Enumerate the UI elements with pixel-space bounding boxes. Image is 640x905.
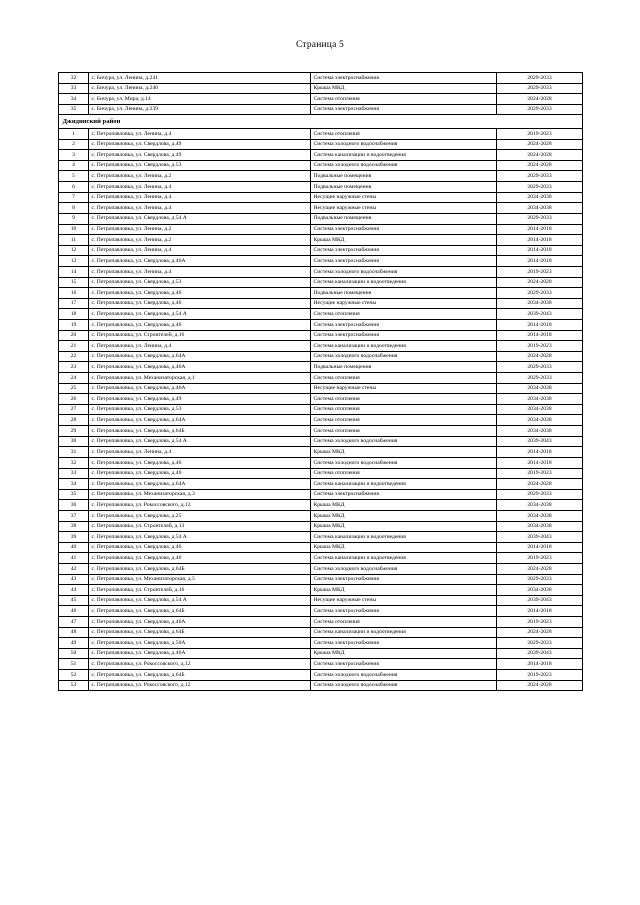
cell-years: 2039-2043 [496,532,582,543]
cell-number: 22 [58,351,88,362]
table-row [58,585,582,596]
cell-address: с. Петропавловка, ул. Ленина, д.4 [88,192,310,203]
cell-years: 2014-2018 [496,447,582,458]
cell-work-type: Система электроснабжения [310,606,496,617]
cell-number: 37 [58,510,88,521]
cell-number: 42 [58,564,88,575]
cell-work-type: Несущие наружные стены [310,192,496,203]
cell-work-type: Система электроснабжения [310,104,496,115]
table-row [58,489,582,500]
table-row [58,129,582,140]
table-row [58,160,582,171]
cell-number: 30 [58,436,88,447]
cell-number: 11 [58,235,88,246]
cell-address: с. Петропавловка, ул. Свердлова, д.46А [88,256,310,267]
cell-address: с. Петропавловка, ул. Рокоссовского, д.12 [88,659,310,670]
cell-work-type: Система канализации и водоотведения [310,341,496,352]
cell-years: 2014-2018 [496,606,582,617]
cell-work-type: Подвальные помещения [310,171,496,182]
table-row [58,457,582,468]
cell-address: с. Петропавловка, ул. Свердлова, д.46 [88,457,310,468]
table-row [58,574,582,585]
table-row [58,404,582,415]
cell-work-type: Система канализации и водоотведения [310,627,496,638]
table-row [58,351,582,362]
table-row [58,330,582,341]
cell-number: 43 [58,574,88,585]
cell-address: с. Петропавловка, ул. Строителей, д.16 [88,330,310,341]
cell-work-type: Система электроснабжения [310,330,496,341]
cell-address: с. Петропавловка, ул. Ленина, д.4 [88,182,310,193]
table-row [58,500,582,511]
cell-number: 53 [58,680,88,691]
cell-work-type: Крыша МКД [310,500,496,511]
cell-number: 47 [58,617,88,628]
table-row [58,510,582,521]
cell-work-type: Подвальные помещения [310,288,496,299]
cell-number: 20 [58,330,88,341]
cell-work-type: Несущие наружные стены [310,383,496,394]
cell-years: 2034-2038 [496,383,582,394]
cell-work-type: Система электроснабжения [310,638,496,649]
cell-number: 26 [58,394,88,405]
cell-address: с. Петропавловка, ул. Свердлова, д.53 [88,277,310,288]
cell-number: 45 [58,595,88,606]
cell-years: 2024-2028 [496,351,582,362]
cell-years: 2034-2038 [496,415,582,426]
cell-years: 2024-2028 [496,160,582,171]
cell-address: с. Петропавловка, ул. Свердлова, д.64А [88,415,310,426]
cell-address: с. Петропавловка, ул. Ленина, д.4 [88,447,310,458]
table-row [58,73,582,84]
cell-number: 9 [58,213,88,224]
cell-years: 2014-2018 [496,330,582,341]
cell-work-type: Система отопления [310,415,496,426]
cell-years: 2014-2018 [496,256,582,267]
cell-work-type: Крыша МКД [310,648,496,659]
table-row [58,436,582,447]
cell-address: с. Бичура, ул. Ленина, д.240 [88,83,310,94]
cell-number: 15 [58,277,88,288]
cell-years: 2029-2033 [496,73,582,84]
cell-work-type: Система отопления [310,394,496,405]
cell-years: 2034-2038 [496,426,582,437]
cell-address: с. Петропавловка, ул. Свердлова, д.54 А [88,595,310,606]
cell-number: 21 [58,341,88,352]
cell-number: 8 [58,203,88,214]
cell-years: 2029-2033 [496,362,582,373]
cell-number: 49 [58,638,88,649]
cell-years: 2034-2038 [496,394,582,405]
cell-number: 34 [58,479,88,490]
cell-years: 2034-2038 [496,500,582,511]
cell-work-type: Система канализации и водоотведения [310,553,496,564]
cell-years: 2029-2033 [496,489,582,500]
cell-number: 24 [58,373,88,384]
cell-address: с. Петропавловка, ул. Свердлова, д.64Б [88,606,310,617]
capital-repair-table [58,72,583,691]
cell-address: с. Петропавловка, ул. Свердлова, д.50А [88,638,310,649]
cell-work-type: Система электроснабжения [310,319,496,330]
section-title: Джидинский район [58,115,582,129]
cell-years: 2019-2023 [496,553,582,564]
cell-years: 2024-2028 [496,277,582,288]
cell-address: с. Петропавловка, ул. Свердлова, д.25 [88,510,310,521]
cell-work-type: Система отопления [310,468,496,479]
page-header: Страница 5 [295,40,345,50]
cell-address: с. Петропавловка, ул. Механизаторская, д.1 [88,373,310,384]
cell-address: с. Петропавловка, ул. Ленина, д.2 [88,224,310,235]
table-row [58,595,582,606]
table-row [58,139,582,150]
cell-address: с. Петропавловка, ул. Свердлова, д.54 А [88,309,310,320]
cell-work-type: Крыша МКД [310,521,496,532]
cell-years: 2039-2043 [496,648,582,659]
table-row [58,542,582,553]
cell-work-type: Система отопления [310,617,496,628]
cell-years: 2034-2038 [496,585,582,596]
table-row [58,319,582,330]
cell-number: 29 [58,426,88,437]
cell-years: 2014-2018 [496,319,582,330]
cell-years: 2039-2043 [496,309,582,320]
table-row [58,415,582,426]
cell-years: 2014-2018 [496,457,582,468]
cell-years: 2024-2028 [496,150,582,161]
cell-number: 38 [58,521,88,532]
cell-work-type: Подвальные помещения [310,182,496,193]
cell-address: с. Бичура, ул. Ленина, д.239 [88,104,310,115]
cell-work-type: Система электроснабжения [310,574,496,585]
cell-number: 51 [58,659,88,670]
cell-years: 2019-2023 [496,617,582,628]
cell-years: 2019-2023 [496,670,582,681]
cell-work-type: Система канализации и водоотведения [310,479,496,490]
cell-number: 40 [58,542,88,553]
cell-years: 2024-2028 [496,94,582,105]
cell-years: 2014-2018 [496,235,582,246]
table-row [58,373,582,384]
cell-address: с. Бичура, ул. Мира, д.14 [88,94,310,105]
cell-number: 3 [58,150,88,161]
cell-years: 2014-2018 [496,224,582,235]
cell-address: с. Петропавловка, ул. Свердлова, д.46 [88,553,310,564]
table-row [58,468,582,479]
table-row [58,182,582,193]
cell-address: с. Петропавловка, ул. Ленина, д.4 [88,129,310,140]
cell-address: с. Петропавловка, ул. Ленина, д.4 [88,266,310,277]
cell-number: 7 [58,192,88,203]
cell-work-type: Система холодного водоснабжения [310,457,496,468]
cell-number: 5 [58,171,88,182]
table-row [58,150,582,161]
cell-work-type: Подвальные помещения [310,362,496,373]
cell-address: с. Петропавловка, ул. Ленина, д.4 [88,203,310,214]
table-row [58,426,582,437]
table-row [58,659,582,670]
cell-address: с. Петропавловка, ул. Механизаторская, д.5 [88,574,310,585]
table-row [58,553,582,564]
table-row [58,680,582,691]
table-row [58,171,582,182]
cell-years: 2034-2038 [496,510,582,521]
cell-years: 2019-2023 [496,468,582,479]
cell-years: 2029-2033 [496,638,582,649]
cell-work-type: Система электроснабжения [310,245,496,256]
cell-address: с. Бичура, ул. Ленина, д.241 [88,73,310,84]
cell-work-type: Система канализации и водоотведения [310,277,496,288]
cell-work-type: Крыша МКД [310,83,496,94]
cell-number: 2 [58,139,88,150]
cell-work-type: Система отопления [310,309,496,320]
cell-address: с. Петропавловка, ул. Свердлова, д.46 [88,542,310,553]
cell-address: с. Петропавловка, ул. Ленина, д.2 [88,171,310,182]
table-row [58,245,582,256]
cell-years: 2024-2028 [496,680,582,691]
cell-address: с. Петропавловка, ул. Свердлова, д.46 [88,468,310,479]
cell-number: 1 [58,129,88,140]
table-row [58,224,582,235]
cell-address: с. Петропавловка, ул. Свердлова, д.46А [88,617,310,628]
cell-number: 35 [58,104,88,115]
cell-work-type: Система отопления [310,426,496,437]
cell-years: 2029-2033 [496,288,582,299]
table-row [58,94,582,105]
cell-years: 2034-2038 [496,192,582,203]
table-row [58,670,582,681]
cell-number: 28 [58,415,88,426]
cell-work-type: Система отопления [310,373,496,384]
table-row [58,288,582,299]
table-row [58,532,582,543]
cell-years: 2019-2023 [496,341,582,352]
cell-work-type: Несущие наружные стены [310,203,496,214]
cell-years: 2014-2018 [496,659,582,670]
cell-number: 4 [58,160,88,171]
table-row [58,383,582,394]
table-row [58,627,582,638]
cell-work-type: Крыша МКД [310,542,496,553]
cell-number: 44 [58,585,88,596]
cell-address: с. Петропавловка, ул. Свердлова, д.46А [88,648,310,659]
cell-number: 17 [58,298,88,309]
table-row [58,235,582,246]
cell-address: с. Петропавловка, ул. Свердлова, д.54 А [88,213,310,224]
cell-address: с. Петропавловка, ул. Свердлова, д.46 [88,319,310,330]
cell-years: 2014-2018 [496,245,582,256]
cell-number: 6 [58,182,88,193]
table-row [58,638,582,649]
cell-address: с. Петропавловка, ул. Рокоссовского, д.12 [88,500,310,511]
cell-work-type: Система холодного водоснабжения [310,564,496,575]
cell-address: с. Петропавловка, ул. Свердлова, д.53 [88,404,310,415]
cell-work-type: Система канализации и водоотведения [310,150,496,161]
cell-years: 2029-2033 [496,104,582,115]
table-row [58,192,582,203]
cell-number: 32 [58,457,88,468]
cell-address: с. Петропавловка, ул. Ленина, д.2 [88,235,310,246]
cell-work-type: Система холодного водоснабжения [310,351,496,362]
cell-address: с. Петропавловка, ул. Свердлова, д.46А [88,362,310,373]
cell-work-type: Система холодного водоснабжения [310,680,496,691]
cell-work-type: Система холодного водоснабжения [310,436,496,447]
table-row [58,298,582,309]
cell-number: 19 [58,319,88,330]
cell-work-type: Система канализации и водоотведения [310,532,496,543]
table-section-row [58,115,582,129]
table-row [58,104,582,115]
cell-years: 2034-2038 [496,298,582,309]
cell-address: с. Петропавловка, ул. Свердлова, д.49 [88,394,310,405]
cell-work-type: Система электроснабжения [310,489,496,500]
cell-number: 52 [58,670,88,681]
cell-number: 18 [58,309,88,320]
cell-number: 12 [58,245,88,256]
cell-address: с. Петропавловка, ул. Свердлова, д.64Б [88,670,310,681]
cell-years: 2034-2038 [496,521,582,532]
table-row [58,447,582,458]
cell-number: 34 [58,94,88,105]
cell-work-type: Подвальные помещения [310,213,496,224]
table-row [58,203,582,214]
cell-address: с. Петропавловка, ул. Свердлова, д.46 [88,288,310,299]
cell-address: с. Петропавловка, ул. Строителей, д.16 [88,585,310,596]
cell-number: 36 [58,500,88,511]
table-body [58,73,582,691]
cell-years: 2039-2043 [496,595,582,606]
cell-years: 2029-2033 [496,373,582,384]
cell-work-type: Система электроснабжения [310,256,496,267]
cell-work-type: Крыша МКД [310,447,496,458]
table-row [58,606,582,617]
cell-address: с. Петропавловка, ул. Ленина, д.4 [88,245,310,256]
cell-years: 2019-2023 [496,266,582,277]
cell-years: 2029-2033 [496,83,582,94]
cell-number: 41 [58,553,88,564]
cell-years: 2014-2018 [496,542,582,553]
cell-number: 33 [58,83,88,94]
cell-number: 27 [58,404,88,415]
cell-address: с. Петропавловка, ул. Свердлова, д.49 [88,139,310,150]
cell-number: 46 [58,606,88,617]
cell-address: с. Петропавловка, ул. Свердлова, д.64Б [88,627,310,638]
cell-address: с. Петропавловка, ул. Строителей, д.13 [88,521,310,532]
cell-address: с. Петропавловка, ул. Свердлова, д.64Б [88,564,310,575]
cell-number: 31 [58,447,88,458]
table-row [58,277,582,288]
cell-years: 2019-2023 [496,129,582,140]
cell-work-type: Крыша МКД [310,510,496,521]
cell-years: 2029-2033 [496,213,582,224]
table-row [58,362,582,373]
cell-work-type: Система холодного водоснабжения [310,266,496,277]
cell-number: 10 [58,224,88,235]
cell-years: 2024-2028 [496,564,582,575]
cell-work-type: Система электроснабжения [310,659,496,670]
cell-work-type: Крыша МКД [310,585,496,596]
table-row [58,213,582,224]
cell-number: 14 [58,266,88,277]
cell-number: 35 [58,489,88,500]
cell-address: с. Петропавловка, ул. Свердлова, д.46А [88,383,310,394]
cell-work-type: Система холодного водоснабжения [310,670,496,681]
cell-address: с. Петропавловка, ул. Свердлова, д.46 [88,298,310,309]
cell-years: 2039-2043 [496,436,582,447]
cell-address: с. Петропавловка, ул. Механизаторская, д.3 [88,489,310,500]
cell-work-type: Крыша МКД [310,235,496,246]
cell-number: 48 [58,627,88,638]
cell-address: с. Петропавловка, ул. Свердлова, д.54 А [88,532,310,543]
cell-number: 39 [58,532,88,543]
cell-address: с. Петропавловка, ул. Свердлова, д.49 [88,150,310,161]
cell-years: 2029-2033 [496,171,582,182]
table-row [58,394,582,405]
table-row [58,617,582,628]
cell-years: 2034-2038 [496,203,582,214]
cell-address: с. Петропавловка, ул. Рокоссовского, д.12 [88,680,310,691]
cell-years: 2034-2038 [496,404,582,415]
table-row [58,83,582,94]
cell-work-type: Система холодного водоснабжения [310,160,496,171]
cell-work-type: Система отопления [310,94,496,105]
table-row [58,341,582,352]
cell-years: 2029-2033 [496,182,582,193]
table-row [58,479,582,490]
cell-number: 33 [58,468,88,479]
cell-number: 23 [58,362,88,373]
cell-number: 25 [58,383,88,394]
cell-work-type: Несущие наружные стены [310,595,496,606]
table-row [58,564,582,575]
cell-number: 13 [58,256,88,267]
cell-address: с. Петропавловка, ул. Свердлова, д.64А [88,479,310,490]
cell-number: 50 [58,648,88,659]
cell-work-type: Система холодного водоснабжения [310,139,496,150]
cell-years: 2024-2028 [496,139,582,150]
cell-work-type: Система электроснабжения [310,224,496,235]
cell-work-type: Система электроснабжения [310,73,496,84]
cell-work-type: Система отопления [310,404,496,415]
cell-address: с. Петропавловка, ул. Свердлова, д.64Б [88,426,310,437]
cell-years: 2024-2028 [496,479,582,490]
cell-work-type: Система отопления [310,129,496,140]
cell-number: 32 [58,73,88,84]
cell-work-type: Несущие наружные стены [310,298,496,309]
table-row [58,309,582,320]
table-row [58,521,582,532]
cell-address: с. Петропавловка, ул. Свердлова, д.53 [88,160,310,171]
table-row [58,648,582,659]
table-row [58,266,582,277]
cell-address: с. Петропавловка, ул. Свердлова, д.54 А [88,436,310,447]
cell-number: 16 [58,288,88,299]
cell-years: 2024-2028 [496,627,582,638]
cell-years: 2029-2033 [496,574,582,585]
table-row [58,256,582,267]
cell-address: с. Петропавловка, ул. Свердлова, д.64А [88,351,310,362]
cell-address: с. Петропавловка, ул. Ленина, д.4 [88,341,310,352]
